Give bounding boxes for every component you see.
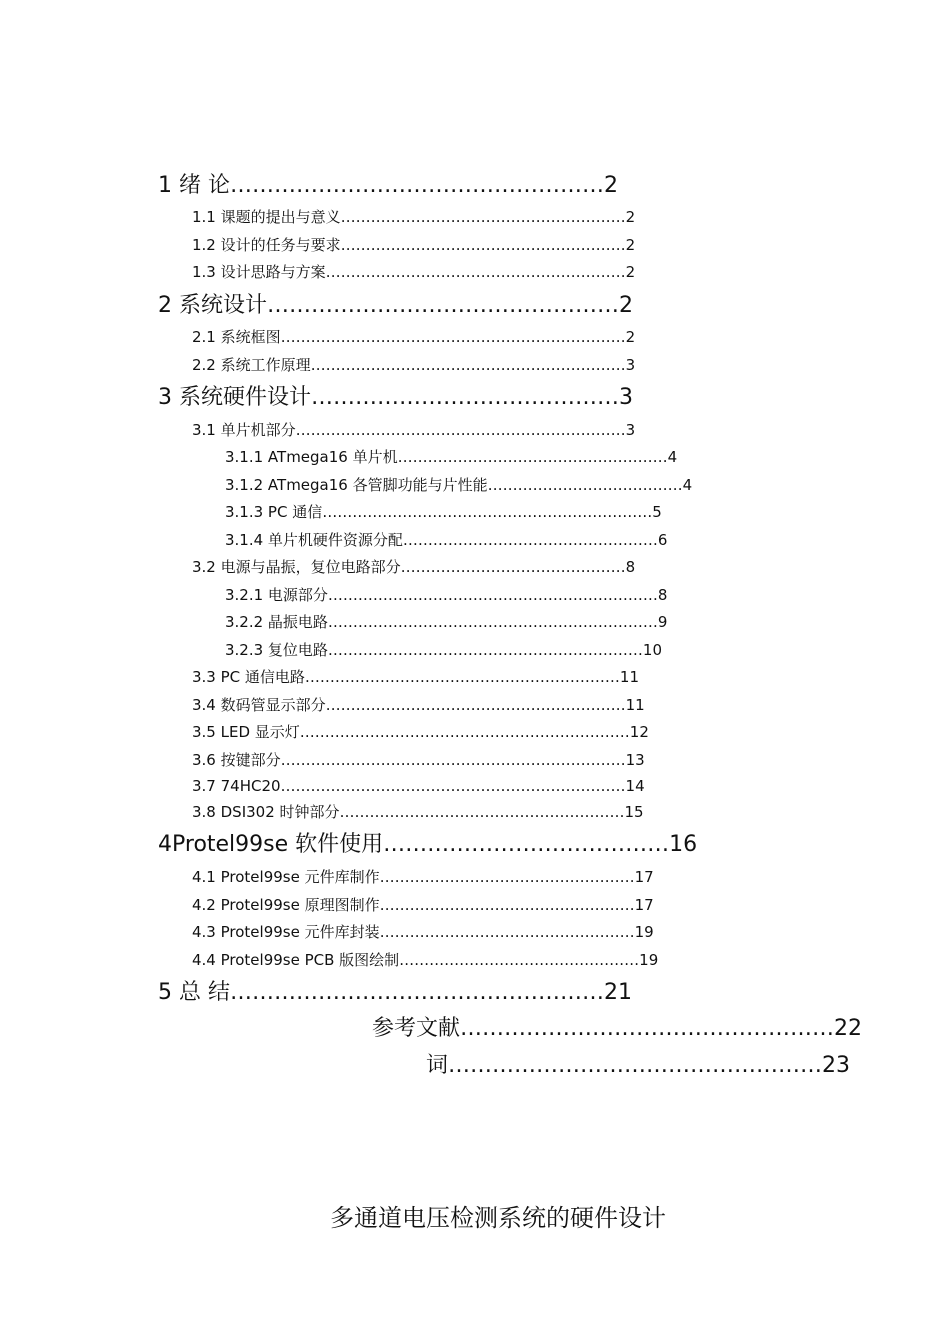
toc-section-4-4: 4.4 Protel99se PCB 版图绘制…………………………………………19 bbox=[192, 951, 659, 969]
toc-section-2-1: 2.1 系统框图……………………………………………………………2 bbox=[192, 328, 636, 346]
toc-section-1-1: 1.1 课题的提出与意义…………………………………………………2 bbox=[192, 208, 636, 226]
toc-section-3-4: 3.4 数码管显示部分……………………………………………………11 bbox=[192, 696, 645, 714]
toc-chapter-2: 2 系统设计…………………………………………2 bbox=[158, 293, 633, 318]
toc-chapter-3: 3 系统硬件设计……………………………………3 bbox=[158, 385, 633, 410]
toc-section-3-2-2: 3.2.2 晶振电路…………………………………………………………9 bbox=[225, 613, 668, 631]
toc-section-1-2: 1.2 设计的任务与要求…………………………………………………2 bbox=[192, 236, 636, 254]
toc-acknowledgement: 词……………………………………………23 bbox=[426, 1053, 850, 1078]
toc-section-3-7: 3.7 74HC20……………………………………………………………14 bbox=[192, 777, 645, 795]
toc-section-3-1-1: 3.1.1 ATmega16 单片机………………………………………………4 bbox=[225, 448, 678, 466]
toc-section-4-3: 4.3 Protel99se 元件库封装……………………………………………19 bbox=[192, 923, 654, 941]
toc-section-3-2-1: 3.2.1 电源部分…………………………………………………………8 bbox=[225, 586, 668, 604]
toc-section-4-1: 4.1 Protel99se 元件库制作……………………………………………17 bbox=[192, 868, 654, 886]
toc-section-3-1-2: 3.1.2 ATmega16 各管脚功能与片性能…………………………………4 bbox=[225, 476, 693, 494]
toc-section-2-2: 2.2 系统工作原理………………………………………………………3 bbox=[192, 356, 636, 374]
toc-section-3-8: 3.8 DSI302 时钟部分…………………………………………………15 bbox=[192, 803, 644, 821]
toc-section-3-5: 3.5 LED 显示灯…………………………………………………………12 bbox=[192, 723, 649, 741]
toc-section-3-6: 3.6 按键部分……………………………………………………………13 bbox=[192, 751, 645, 769]
toc-section-3-1-4: 3.1.4 单片机硬件资源分配……………………………………………6 bbox=[225, 531, 668, 549]
toc-section-3-2-3: 3.2.3 复位电路………………………………………………………10 bbox=[225, 641, 663, 659]
toc-chapter-4: 4Protel99se 软件使用…………………………………16 bbox=[158, 832, 698, 857]
toc-chapter-1: 1 绪 论……………………………………………2 bbox=[158, 173, 618, 198]
toc-chapter-5: 5 总 结……………………………………………21 bbox=[158, 980, 632, 1005]
toc-section-4-2: 4.2 Protel99se 原理图制作……………………………………………17 bbox=[192, 896, 654, 914]
toc-section-3-2: 3.2 电源与晶振，复位电路部分………………………………………8 bbox=[192, 558, 636, 576]
toc-section-3-3: 3.3 PC 通信电路………………………………………………………11 bbox=[192, 668, 639, 686]
toc-section-3-1: 3.1 单片机部分…………………………………………………………3 bbox=[192, 421, 636, 439]
toc-section-1-3: 1.3 设计思路与方案……………………………………………………2 bbox=[192, 263, 636, 281]
toc-section-3-1-3: 3.1.3 PC 通信…………………………………………………………5 bbox=[225, 503, 662, 521]
document-title: 多通道电压检测系统的硬件设计 bbox=[330, 1204, 666, 1232]
toc-references: 参考文献……………………………………………22 bbox=[372, 1016, 862, 1041]
